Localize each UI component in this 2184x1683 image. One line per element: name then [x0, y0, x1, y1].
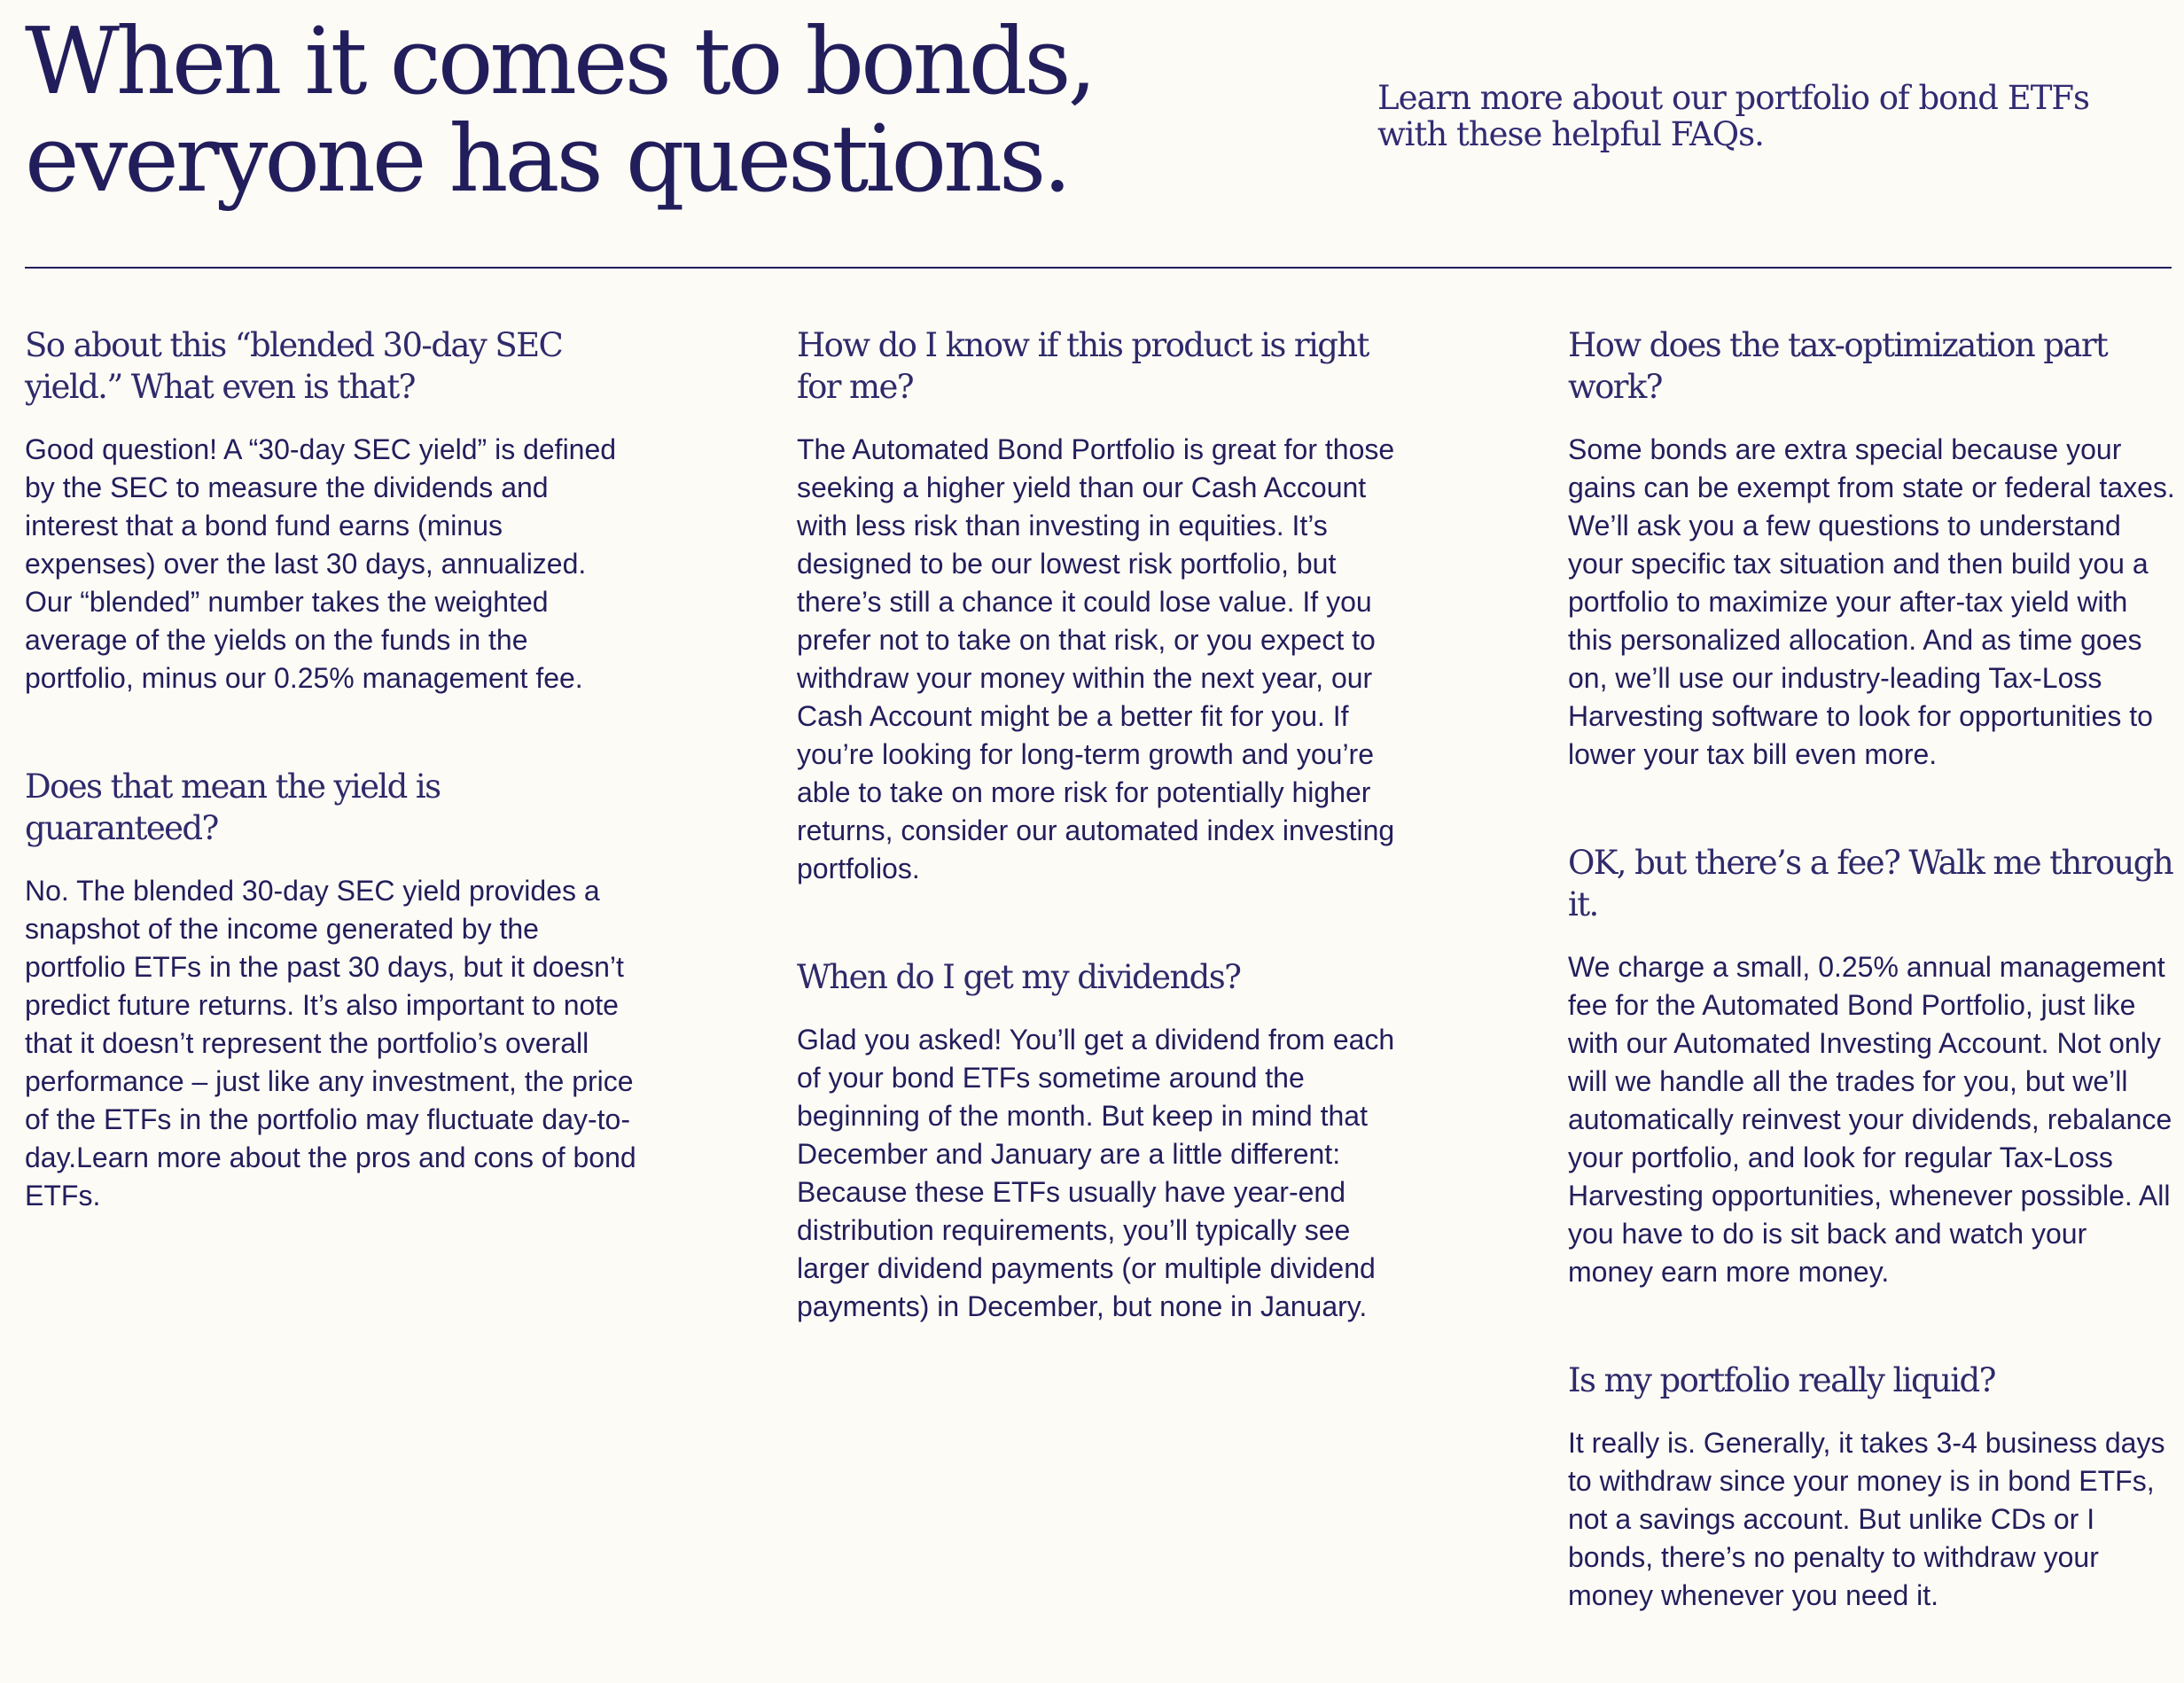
faq-item-tax-optimization: [1568, 324, 2180, 774]
faq-item-dividends: [797, 956, 1408, 1326]
faq-question: When do I get my dividends?: [797, 958, 1241, 996]
faq-answer: We charge a small, 0.25% annual management fee for the Automated Bond Portfolio, just like with our Automated Investing Account. Not only will we handle all the trades for you, but we’ll automatically reinvest your dividends, rebalance your portfolio, and look for regular Tax-Loss Harvesting opportunities, whenever possible. All you have to do is sit back and watch your money earn more money.: [1568, 951, 2172, 1288]
faq-column-3: [1568, 324, 2180, 1683]
faq-question: How do I know if this product is right for me?: [797, 326, 1369, 406]
faq-answer: Some bonds are extra special because your gains can be exempt from state or federal taxes. We’ll ask you a few questions to understand your specific tax situation and then build you a portfolio to maximize your after-tax yield with this personalized allocation. And as time goes on, we’ll use our industry-leading Tax-Loss Harvesting software to look for opportunities to lower your tax bill even more.: [1568, 433, 2175, 770]
faq-question: So about this “blended 30-day SEC yield.” What even is that?: [25, 326, 563, 406]
hero-section: [25, 0, 2172, 266]
faq-page: [25, 0, 2175, 1611]
faq-item-yield-guaranteed: [25, 766, 636, 1215]
page-title-line-2: everyone has questions.: [25, 105, 1069, 213]
faq-answer: The Automated Bond Portfolio is great for those seeking a higher yield than our Cash Account with less risk than investing in equities. It’s designed to be our lowest risk portfolio, but there’s still a chance it could lose value. If you prefer not to take on that risk, or you expect to withdraw your money within the next year, our Cash Account might be a better fit for you. If you’re looking for long-term growth and you’re able to take on more risk for potentially higher returns, consider our automated index investing portfolios.: [797, 433, 1395, 884]
faq-answer: Good question! A “30-day SEC yield” is defined by the SEC to measure the dividends and interest that a bond fund earns (minus expenses) over the last 30 days, annualized. Our “blended” number takes the weighted average of the yields on the funds in the portfolio, minus our 0.25% management fee.: [25, 433, 617, 694]
faq-item-liquidity: [1568, 1360, 2180, 1615]
faq-item-product-fit: [797, 324, 1408, 888]
section-divider: [25, 267, 2172, 269]
page-subtitle: Learn more about our portfolio of bond ETFs with these helpful FAQs.: [1377, 79, 2090, 153]
faq-answer: Glad you asked! You’ll get a dividend from each of your bond ETFs sometime around the beginning of the month. But keep in mind that December and January are a little different: Because these ETFs usually have year-end distribution requirements, you’ll typically see larger dividend payments (or multiple dividend payments) in December, but none in January.: [797, 1024, 1395, 1322]
faq-column-2: [797, 324, 1408, 1394]
faq-question: Does that mean the yield is guaranteed?: [25, 767, 441, 847]
faq-question: OK, but there’s a fee? Walk me through it.: [1568, 844, 2173, 923]
page-title: [25, 7, 1177, 213]
faq-item-fee: [1568, 842, 2180, 1291]
faq-question: How does the tax-optimization part work?: [1568, 326, 2108, 406]
faq-item-sec-yield: [25, 324, 636, 697]
faq-question: Is my portfolio really liquid?: [1568, 1361, 1995, 1399]
faq-answer: No. The blended 30-day SEC yield provides a snapshot of the income generated by the portfolio ETFs in the past 30 days, but it doesn’t predict future returns. It’s also important to note that it doesn’t represent the portfolio’s overall performance – just like any investment, the price of the ETFs in the portfolio may fluctuate day-to-day.Learn more about the pros and cons of bond ETFs.: [25, 875, 636, 1212]
faq-answer: It really is. Generally, it takes 3-4 business days to withdraw since your money is in bond ETFs, not a savings account. But unlike CDs or I bonds, there’s no penalty to withdraw your money whenever you need it.: [1568, 1427, 2165, 1611]
faq-column-1: [25, 324, 636, 1283]
page-title-line-1: When it comes to bonds,: [25, 7, 1094, 115]
